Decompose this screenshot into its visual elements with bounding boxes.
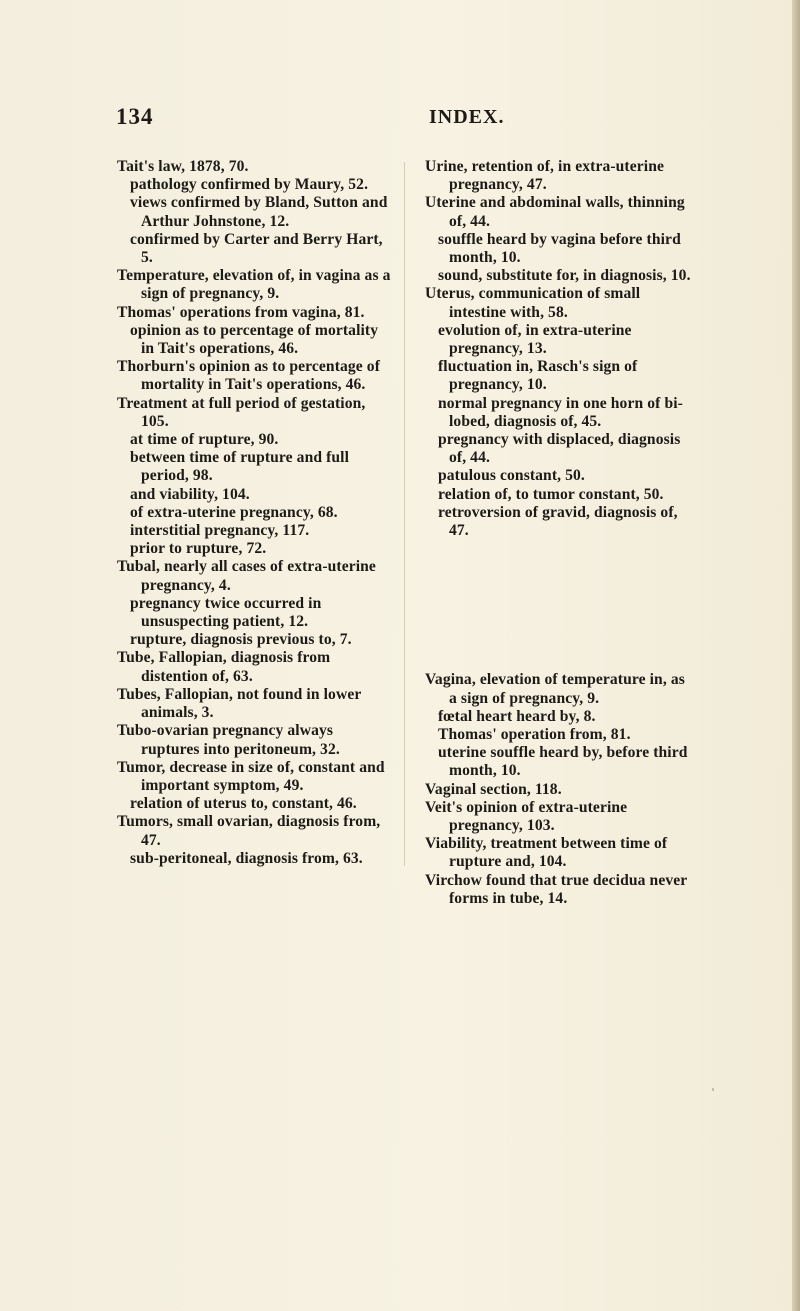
index-entry: Tubal, nearly all cases of extra-uterine pregnancy, 4. <box>117 558 376 594</box>
index-subentry: relation of, to tumor constant, 50. <box>438 485 664 503</box>
index-entry: Vagina, elevation of temperature in, as a sign of pregnancy, 9. <box>425 671 685 707</box>
page-header <box>116 104 774 134</box>
index-subentry: souffle heard by vagina before third month, 10. <box>438 230 681 267</box>
index-entry: Veit's opinion of extra-uterine pregnancy, 103. <box>425 798 628 835</box>
index-subentry: at time of rupture, 90. <box>130 431 279 449</box>
index-entry: Tube, Fallopian, diagnosis from distention of, 63. <box>117 649 331 685</box>
index-entry: Tumor, decrease in size of, constant and important symptom, 49. <box>117 758 385 794</box>
index-subentry: between time of rupture and full period, 98. <box>130 449 350 485</box>
paper-speck <box>712 1088 714 1091</box>
running-title: INDEX. <box>429 106 505 128</box>
column-divider <box>404 162 405 866</box>
index-subentry: sub-peritoneal, diagnosis from, 63. <box>130 849 363 867</box>
index-subentry: pregnancy twice occurred in unsuspecting patient, 12. <box>130 594 322 631</box>
left-index-column <box>117 158 391 868</box>
index-subentry: patulous constant, 50. <box>438 467 585 485</box>
index-subentry: interstitial pregnancy, 117. <box>130 522 310 540</box>
index-entry: Tait's law, 1878, 70. <box>117 158 249 175</box>
index-entry: Tumors, small ovarian, diagnosis from, 47. <box>117 813 381 849</box>
index-entry: Temperature, elevation of, in vagina as a sign of pregnancy, 9. <box>117 267 391 303</box>
index-subentry: rupture, diagnosis previous to, 7. <box>130 631 352 649</box>
index-entry: Thomas' operations from vagina, 81. <box>117 303 365 321</box>
index-subentry: views confirmed by Bland, Sutton and Arthur Johnstone, 12. <box>130 194 388 230</box>
page-number: 134 <box>116 104 154 129</box>
index-entry: Tubes, Fallopian, not found in lower animals, 3. <box>117 685 362 722</box>
index-entry: Treatment at full period of gestation, 105. <box>117 394 366 430</box>
index-entry: Vaginal section, 118. <box>425 780 562 798</box>
index-subentry: pathology confirmed by Maury, 52. <box>130 176 369 194</box>
index-subentry: fluctuation in, Rasch's sign of pregnancy, 10. <box>438 358 638 394</box>
index-subentry: prior to rupture, 72. <box>130 540 267 558</box>
index-subentry: and viability, 104. <box>130 485 250 503</box>
index-entry: Thorburn's opinion as to percentage of mortality in Tait's operations, 46. <box>117 358 380 394</box>
page-edge-shadow <box>792 0 800 1311</box>
index-entry: Uterine and abdominal walls, thinning of, 44. <box>425 194 685 230</box>
index-subentry: evolution of, in extra-uterine pregnancy, 13. <box>438 321 632 358</box>
index-entry: Virchow found that true decidua never forms in tube, 14. <box>425 871 688 907</box>
index-entry: Tubo-ovarian pregnancy always ruptures into peritoneum, 32. <box>117 722 340 758</box>
index-subentry: pregnancy with displaced, diagnosis of, 44. <box>438 431 681 467</box>
index-subentry: confirmed by Carter and Berry Hart, 5. <box>130 230 383 267</box>
right-index-column <box>425 158 695 908</box>
index-subentry: normal pregnancy in one horn of bi-lobed, diagnosis of, 45. <box>438 394 683 430</box>
index-subentry: relation of uterus to, constant, 46. <box>130 795 357 813</box>
index-subentry: of extra-uterine pregnancy, 68. <box>130 503 338 521</box>
index-entry: Uterus, communication of small intestine with, 58. <box>425 285 641 321</box>
index-entry: Urine, retention of, in extra-uterine pregnancy, 47. <box>425 158 664 194</box>
index-entry: Viability, treatment between time of rupture and, 104. <box>425 835 668 871</box>
index-subentry: fœtal heart heard by, 8. <box>438 707 596 725</box>
index-subentry: sound, substitute for, in diagnosis, 10. <box>438 267 691 285</box>
index-subentry: uterine souffle heard by, before third month, 10. <box>438 744 688 780</box>
index-subentry: retroversion of gravid, diagnosis of, 47. <box>438 503 678 540</box>
index-subentry: opinion as to percentage of mortality in Tait's operations, 46. <box>130 321 379 358</box>
index-subentry: Thomas' operation from, 81. <box>438 726 631 744</box>
section-gap <box>425 556 695 656</box>
